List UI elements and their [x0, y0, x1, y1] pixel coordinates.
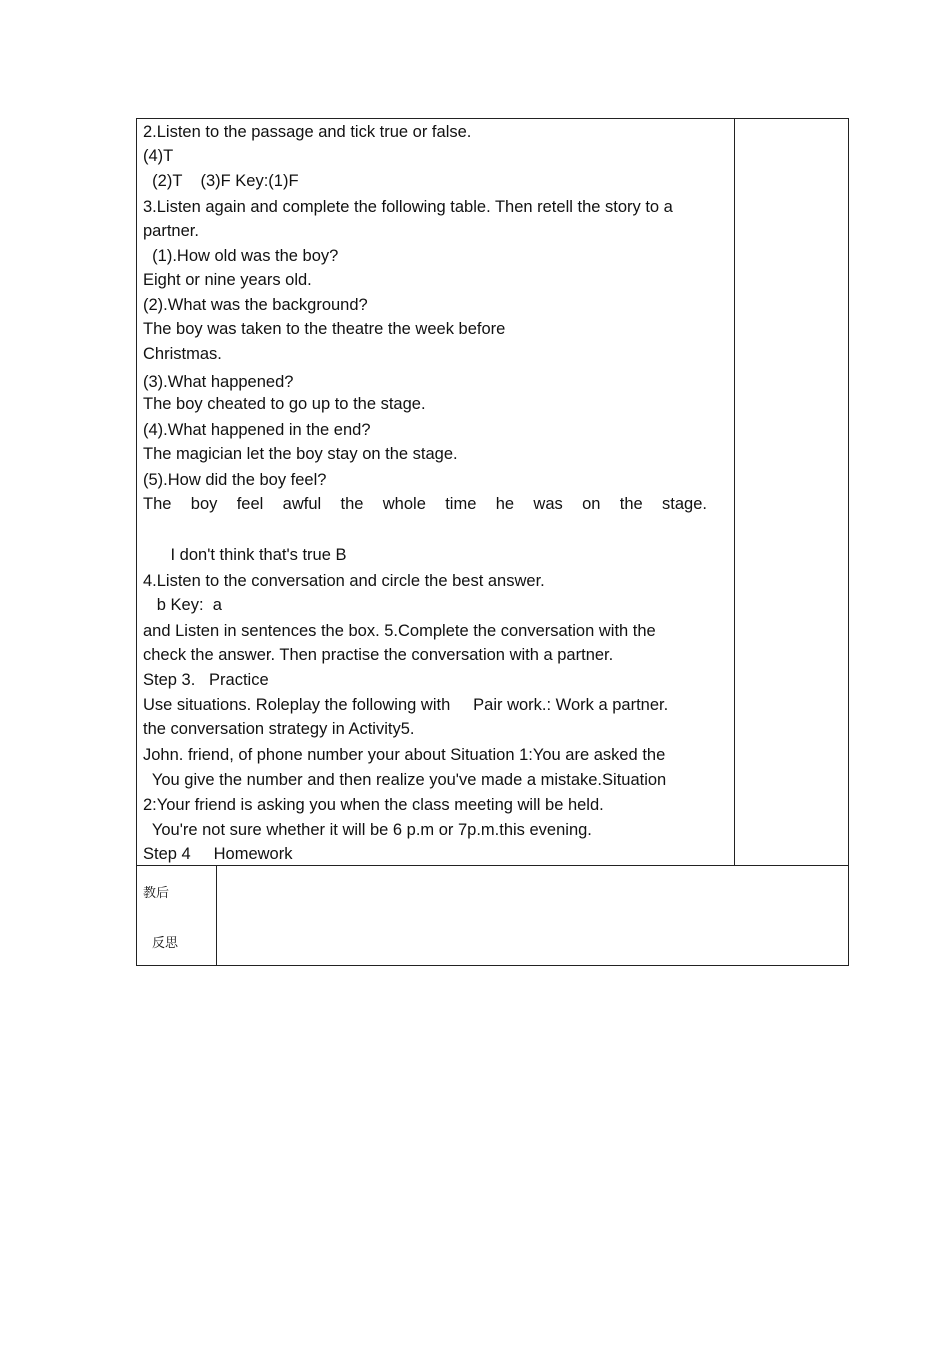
answer-5 [143, 494, 707, 514]
task-2-instruction: 2.Listen to the passage and tick true or false. [143, 123, 472, 141]
situation-2-cont: You're not sure whether it will be 6 p.m or 7p.m.this evening. [143, 821, 592, 839]
situation-1-cont: You give the number and then realize you've made a mistake.Situation [143, 771, 667, 789]
task-2-answers-key: (2)T (3)F Key:(1)F [143, 172, 299, 190]
answer-5-word: boy [190, 495, 218, 513]
notes-cell [735, 119, 848, 865]
answer-4: The magician let the boy stay on the stage. [143, 445, 458, 463]
situation-1-line: John. friend, of phone number your about Situation 1:You are asked the [143, 746, 666, 764]
lesson-content-cell [137, 119, 735, 865]
answer-2: The boy was taken to the theatre the week before [143, 320, 506, 338]
opinion-line: I don't think that's true B [143, 546, 347, 564]
step-3-heading: Step 3. Practice [143, 671, 269, 689]
answer-5-word: time [445, 495, 477, 513]
answer-1: Eight or nine years old. [143, 271, 312, 289]
practice-instruction: Use situations. Roleplay the following with Pair work.: Work a partner. [143, 696, 669, 714]
question-3: (3).What happened? [143, 373, 294, 391]
question-1: (1).How old was the boy? [143, 247, 339, 265]
answer-5-word: awful [282, 495, 322, 513]
answer-5-word: The [143, 495, 172, 513]
situation-2-line: 2:Your friend is asking you when the class meeting will be held. [143, 796, 604, 814]
reflection-label-line2: 反思 [152, 936, 179, 951]
answer-5-word: feel [236, 495, 264, 513]
practice-instruction-cont: the conversation strategy in Activity5. [143, 720, 415, 738]
task-4-instruction: 4.Listen to the conversation and circle the best answer. [143, 572, 545, 590]
task-3-instruction-cont: partner. [143, 222, 199, 240]
reflection-label-line1: 教后 [143, 886, 170, 901]
question-2: (2).What was the background? [143, 296, 368, 314]
answer-5-word: on [582, 495, 601, 513]
lesson-plan-table [136, 118, 849, 966]
task-2-answer-4: (4)T [143, 147, 174, 165]
question-4: (4).What happened in the end? [143, 421, 371, 439]
step-4-heading: Step 4 Homework [143, 845, 293, 863]
task-5-instruction-cont: check the answer. Then practise the conversation with a partner. [143, 646, 614, 664]
answer-5-word: he [495, 495, 515, 513]
answer-5-word: was [533, 495, 563, 513]
answer-5-word: stage. [662, 495, 707, 513]
reflection-content-cell [217, 866, 848, 965]
answer-2-cont: Christmas. [143, 345, 222, 363]
answer-5-word: the [340, 495, 364, 513]
task-5-instruction: and Listen in sentences the box. 5.Complete the conversation with the [143, 622, 656, 640]
answer-5-word: whole [382, 495, 426, 513]
task-4-key: b Key: a [143, 596, 222, 614]
reflection-label-cell [137, 866, 217, 965]
answer-3: The boy cheated to go up to the stage. [143, 395, 426, 413]
task-3-instruction: 3.Listen again and complete the following table. Then retell the story to a [143, 198, 673, 216]
question-5: (5).How did the boy feel? [143, 471, 327, 489]
answer-5-word: the [619, 495, 643, 513]
